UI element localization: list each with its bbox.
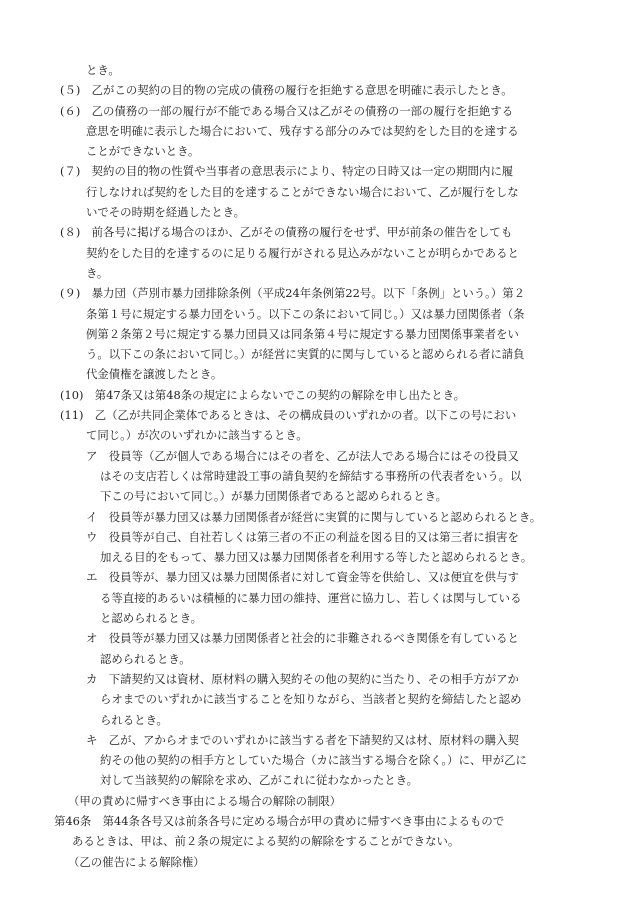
clause-item-8: (８) 前各号に掲げる場合のほか、乙がその債務の履行をせず、甲が前条の催告をしても bbox=[60, 225, 513, 240]
sub-item-i: イ 役員等が暴力団又は暴力団関係者が経営に実質的に関与していると認められるとき。 bbox=[86, 509, 542, 524]
text-line: き。 bbox=[86, 265, 109, 280]
clause-item-6: (６) 乙の債務の一部の履行が不能である場合又は乙がその債務の一部の履行を拒絶する bbox=[60, 103, 514, 118]
text-line: 条第１号に規定する暴力団をいう。以下この条において同じ。）又は暴力団関係者（条 bbox=[86, 306, 525, 321]
text-line: 対して当該契約の解除を求め、乙がこれに従わなかったとき。 bbox=[100, 773, 419, 788]
text-line: 行しなければ契約をした目的を達することができない場合において、乙が履行をしな bbox=[86, 184, 519, 199]
sub-item-a: ア 役員等（乙が個人である場合にはその者を、乙が法人である場合にはその役員又 bbox=[86, 448, 519, 463]
sub-item-e: エ 役員等が、暴力団又は暴力団関係者に対して資金等を供給し、又は便宜を供与す bbox=[86, 570, 519, 585]
text-line: と認められるとき。 bbox=[100, 611, 203, 626]
article-46: 第46条 第44条各号又は前条各号に定める場合が甲の責めに帰すべき事由によるもので bbox=[54, 813, 505, 828]
clause-item-5: (５) 乙がこの契約の目的物の完成の債務の履行を拒絶する意思を明確に表示したとき。 bbox=[60, 83, 513, 98]
sub-item-u: ウ 役員等が自己、自社若しくは第三者の不正の利益を図る目的又は第三者に損害を bbox=[86, 529, 519, 544]
text-line: 契約をした目的を達するのに足りる履行がされる見込みがないことが明らかであると bbox=[86, 245, 519, 260]
text-line: 下この号において同じ。）が暴力団関係者であると認められるとき。 bbox=[100, 489, 447, 504]
sub-item-ka: カ 下請契約又は資材、原材料の購入契約その他の契約に当たり、その相手方がアか bbox=[86, 671, 519, 686]
article-heading: （乙の催告による解除権） bbox=[68, 854, 205, 869]
text-line: られるとき。 bbox=[100, 712, 168, 727]
text-line: て同じ。）が次のいずれかに該当するとき。 bbox=[86, 428, 308, 443]
text-line: う。以下この条において同じ。）が経営に実質的に関与していると認められる者に請負 bbox=[86, 347, 525, 362]
clause-item-11: (11) 乙（乙が共同企業体であるときは、その構成員のいずれかの者。以下この号におい bbox=[60, 408, 517, 423]
text-line: いでその時期を経過したとき。 bbox=[86, 205, 246, 220]
text-line: あるときは、甲は、前２条の規定による契約の解除をすることができない。 bbox=[72, 834, 460, 849]
text-line: 加える目的をもって、暴力団又は暴力団関係者を利用する等したと認められるとき。 bbox=[100, 550, 533, 565]
text-line: らオまでのいずれかに該当することを知りながら、当該者と契約を締結したと認め bbox=[100, 692, 522, 707]
clause-item-7: (７) 契約の目的物の性質や当事者の意思表示により、特定の日時又は一定の期間内に履 bbox=[60, 164, 514, 179]
text-line: はその支店若しくは常時建設工事の請負契約を締結する事務所の代表者をいう。以 bbox=[100, 468, 522, 483]
text-line: 約その他の契約の相手方としていた場合（カに該当する場合を除く。）に、甲が乙に bbox=[100, 753, 527, 768]
text-line: る等直接的あるいは積極的に暴力団の維持、運営に協力し、若しくは関与している bbox=[100, 590, 522, 605]
sub-item-o: オ 役員等が暴力団又は暴力団関係者と社会的に非難されるべき関係を有していると bbox=[86, 631, 519, 646]
article-heading: （甲の責めに帰すべき事由による場合の解除の制限） bbox=[68, 793, 342, 808]
text-line: 代金債権を譲渡したとき。 bbox=[86, 367, 223, 382]
text-line: 意思を明確に表示した場合において、残存する部分のみでは契約をした目的を達する bbox=[86, 123, 519, 138]
text-line: 認められるとき。 bbox=[100, 651, 191, 666]
sub-item-ki: キ 乙が、アからオまでのいずれかに該当する者を下請契約又は材、原材料の購入契 bbox=[86, 732, 519, 747]
text-line: 例第２条第２号に規定する暴力団員又は同条第４号に規定する暴力団関係事業者をい bbox=[86, 326, 519, 341]
text-line: ことができないとき。 bbox=[86, 144, 200, 159]
clause-item-9: (９) 暴力団（芦別市暴力団排除条例（平成24年条例第22号。以下「条例」という。）第２ bbox=[60, 286, 526, 301]
contract-text-body bbox=[54, 60, 576, 872]
clause-item-10: (10) 第47条又は第48条の規定によらないでこの契約の解除を申し出たとき。 bbox=[60, 387, 466, 402]
text-line: とき。 bbox=[86, 63, 120, 77]
